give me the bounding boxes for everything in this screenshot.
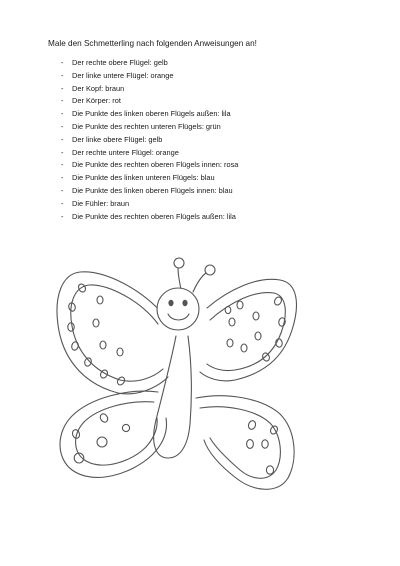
left-lower-wing xyxy=(60,391,166,477)
list-item xyxy=(61,108,238,121)
left-eye-icon xyxy=(168,300,173,306)
list-dash: - xyxy=(61,173,64,183)
worksheet-title: Male den Schmetterling nach folgenden Anweisungen an! xyxy=(48,39,257,48)
right-lower-wing xyxy=(196,396,294,490)
list-item xyxy=(61,83,238,96)
right-upper-wing xyxy=(200,279,296,381)
list-item xyxy=(61,57,238,70)
list-dash: - xyxy=(61,109,64,119)
list-item xyxy=(61,70,238,83)
list-item xyxy=(61,198,238,211)
instruction-text: Der linke untere Flügel: orange xyxy=(72,70,174,80)
instruction-text: Der rechte obere Flügel: gelb xyxy=(72,58,168,67)
instruction-list xyxy=(61,57,238,223)
list-dash: - xyxy=(61,121,64,131)
list-item xyxy=(61,172,238,185)
left-upper-wing xyxy=(57,272,168,394)
instruction-text: Die Punkte des linken oberen Flügels außen: lila xyxy=(72,109,231,119)
butterfly-body xyxy=(154,336,192,458)
list-dash: - xyxy=(61,58,64,67)
list-item xyxy=(61,185,238,198)
list-item xyxy=(61,159,238,172)
butterfly-head xyxy=(157,288,199,330)
instruction-text: Die Punkte des rechten unteren Flügels: grün xyxy=(72,121,221,131)
instruction-text: Die Punkte des linken oberen Flügels innen: blau xyxy=(72,185,233,195)
list-dash: - xyxy=(61,96,64,106)
instruction-text: Die Punkte des rechten oberen Flügels innen: rosa xyxy=(72,160,239,170)
instruction-text: Der Kopf: braun xyxy=(72,83,125,93)
instruction-text: Die Fühler: braun xyxy=(72,198,130,208)
list-item xyxy=(61,95,238,108)
list-dash: - xyxy=(61,198,64,208)
list-dash: - xyxy=(61,147,64,157)
list-item xyxy=(61,211,238,224)
instruction-text: Die Punkte des linken unteren Flügels: blau xyxy=(72,173,215,183)
instruction-text: Die Punkte des rechten oberen Flügels außen: lila xyxy=(72,211,236,221)
list-item xyxy=(61,147,238,160)
list-dash: - xyxy=(61,211,64,221)
instruction-text: Der Körper: rot xyxy=(72,96,121,106)
list-dash: - xyxy=(61,70,64,80)
list-dash: - xyxy=(61,83,64,93)
list-dash: - xyxy=(61,160,64,170)
list-dash: - xyxy=(61,185,64,195)
list-dash: - xyxy=(61,134,64,144)
instruction-text: Der rechte untere Flügel: orange xyxy=(72,147,179,157)
instruction-text: Der linke obere Flügel: gelb xyxy=(72,134,163,144)
list-item xyxy=(61,121,238,134)
list-item xyxy=(61,134,238,147)
right-eye-icon xyxy=(182,300,187,306)
butterfly-drawing xyxy=(50,252,350,512)
